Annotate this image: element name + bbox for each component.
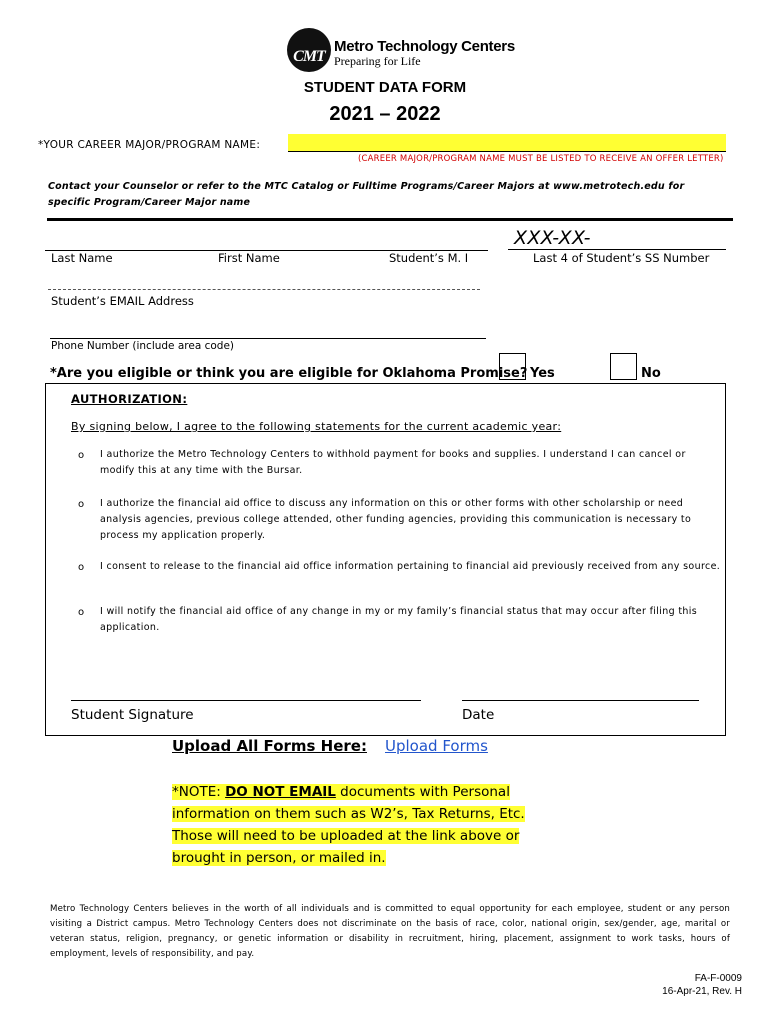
upload-forms-link[interactable]: Upload Forms: [385, 737, 488, 755]
form-title: STUDENT DATA FORM: [303, 79, 467, 96]
date-input-line[interactable]: [462, 700, 699, 701]
ssn-field[interactable]: XXX-XX-: [508, 227, 726, 250]
date-label: Date: [462, 707, 495, 723]
signature-label: Student Signature: [71, 707, 194, 723]
middle-initial-label: Student’s M. I: [389, 251, 469, 265]
logo-name: Metro Technology Centers: [334, 38, 515, 55]
upload-label: Upload All Forms Here:: [172, 737, 367, 755]
bullet-icon: o: [78, 607, 85, 618]
bullet-icon: o: [78, 450, 85, 461]
last-name-label: Last Name: [51, 251, 113, 265]
first-name-label: First Name: [218, 251, 280, 265]
yes-checkbox[interactable]: [499, 353, 526, 380]
logo-monogram: CMT: [293, 48, 325, 65]
authorization-statement: I authorize the financial aid office to discuss any information on this or other forms with other scholarship or need analysis agencies, previous college attended, other funding agencies, providing this communication is necessary to process my application properly.: [100, 498, 692, 541]
yes-label: Yes: [530, 366, 555, 381]
career-major-label: *YOUR CAREER MAJOR/PROGRAM NAME:: [38, 139, 261, 151]
email-input-line[interactable]: [48, 289, 480, 290]
non-discrimination-statement: Metro Technology Centers believes in the worth of all individuals and is committed to equal opportunity for each employee, student or any person visiting a District campus. Metro Technology Centers does not discriminate on the basis of race, color, national origin, sex/gender, age, marital or veteran status, religion, pregnancy, or genetic information or disability in recruitment, hiring, placement, assignment to work tasks, hours of employment, levels of responsibility, and pay.: [50, 904, 730, 959]
note-prefix: *NOTE:: [172, 784, 226, 800]
phone-input-line[interactable]: [50, 338, 486, 339]
authorization-statement: I authorize the Metro Technology Centers to withhold payment for books and supplies. I understand I can cancel or modify this at any time with the Bursar.: [100, 449, 686, 476]
form-year: 2021 – 2022: [329, 103, 441, 125]
form-revision: 16-Apr-21, Rev. H: [662, 986, 742, 997]
logo-emblem: [287, 28, 331, 72]
logo-tagline: Preparing for Life: [334, 54, 421, 68]
email-warning-note: [172, 781, 542, 869]
authorization-statement: I will notify the financial aid office of any change in my or my family’s financial status that may occur after filing this application.: [100, 606, 698, 633]
oklahoma-promise-question: *Are you eligible or think you are eligible for Oklahoma Promise?: [50, 366, 528, 381]
authorization-title: AUTHORIZATION:: [71, 392, 188, 406]
email-label: Student’s EMAIL Address: [51, 294, 194, 308]
contact-instructions: Contact your Counselor or refer to the MTC Catalog or Fulltime Programs/Career Majors at www.metrotech.edu for specific Program/Career Major name: [48, 181, 685, 208]
phone-label: Phone Number (include area code): [51, 340, 235, 352]
note-emphasis: DO NOT EMAIL: [225, 784, 336, 800]
signature-input-line[interactable]: [71, 700, 421, 701]
form-number: [662, 972, 742, 998]
career-major-input[interactable]: [288, 134, 726, 152]
bullet-icon: o: [78, 562, 85, 573]
ssn-label: Last 4 of Student’s SS Number: [533, 251, 710, 265]
authorization-statement: I consent to release to the financial aid office information pertaining to financial aid previously received from any source.: [100, 561, 721, 572]
form-code: FA-F-0009: [694, 973, 742, 984]
career-major-note: (CAREER MAJOR/PROGRAM NAME MUST BE LISTED TO RECEIVE AN OFFER LETTER): [358, 154, 724, 164]
no-checkbox[interactable]: [610, 353, 637, 380]
note-body: documents with Personal information on them such as W2’s, Tax Returns, Etc. Those will need to be uploaded at the link above or brought in person, or mailed in.: [172, 784, 525, 866]
no-label: No: [641, 366, 661, 381]
authorization-intro: By signing below, I agree to the following statements for the current academic year:: [71, 420, 562, 433]
section-divider: [47, 218, 733, 221]
bullet-icon: o: [78, 499, 85, 510]
